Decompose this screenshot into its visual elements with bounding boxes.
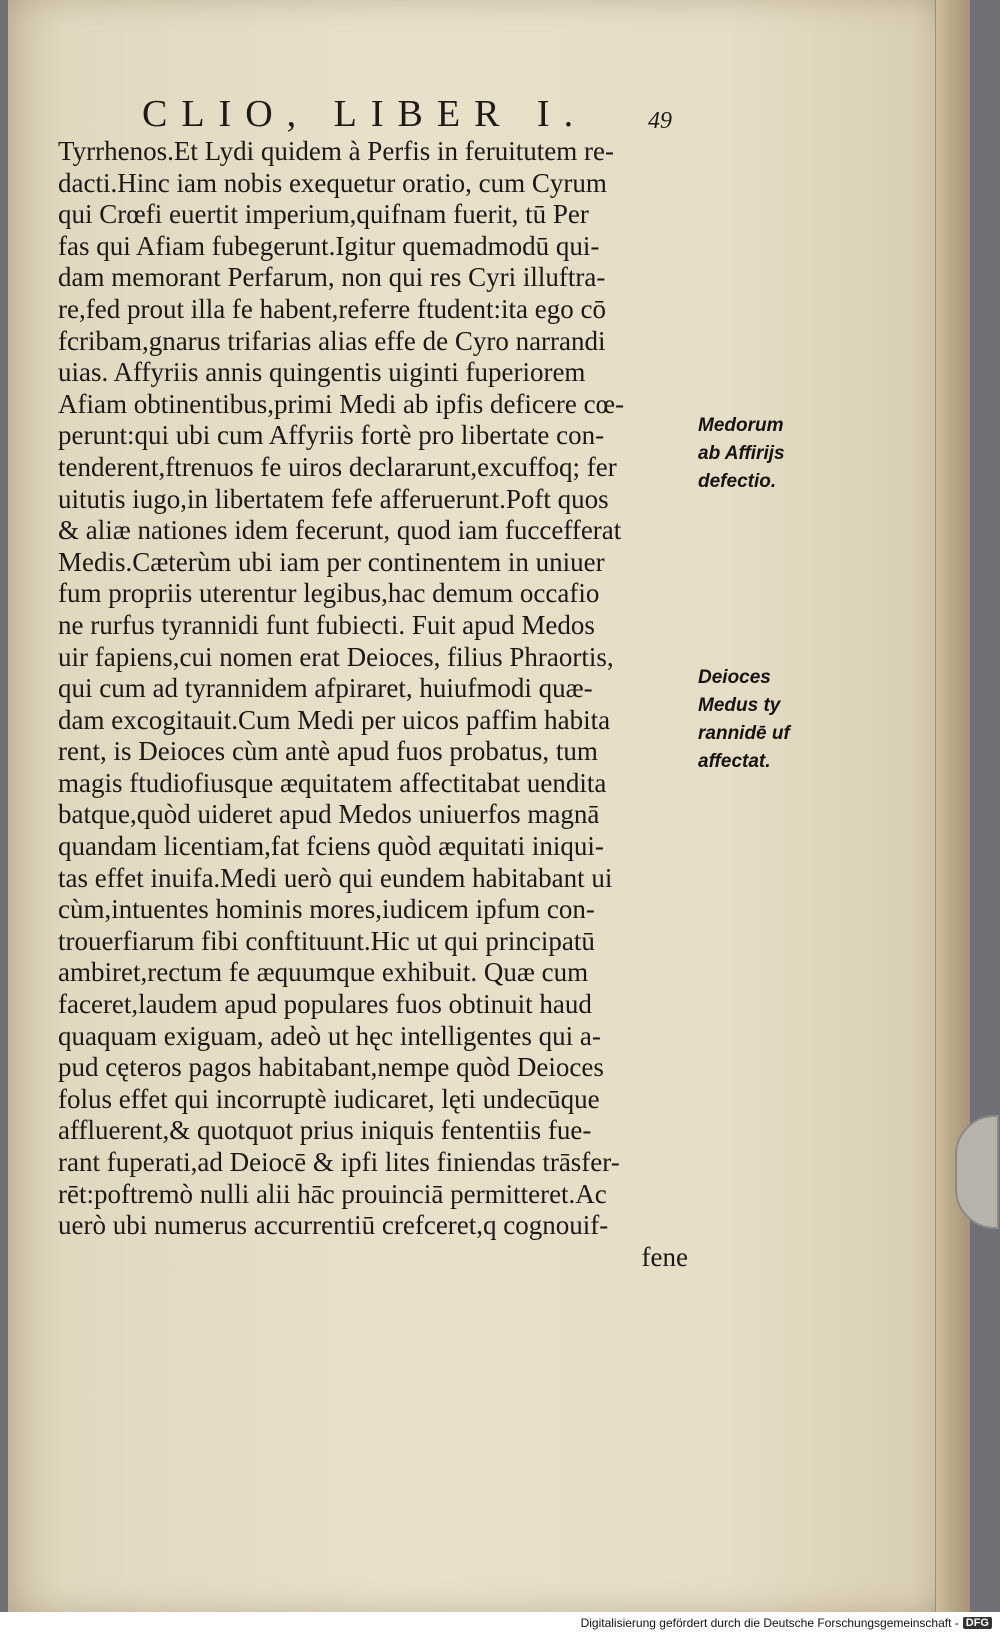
text-line: trouerfiarum fibi conftituunt.Hic ut qui principatū	[58, 925, 595, 956]
text-line: dam memorant Perfarum, non qui res Cyri illuftra-	[58, 262, 606, 293]
margin-note-medorum	[698, 412, 818, 496]
text-line: pud cęteros pagos habitabant,nempe quòd Deioces	[58, 1052, 604, 1083]
text-line: Medis.Cæterùm ubi iam per continentem in uniuer	[58, 546, 605, 577]
text-line: qui Crœfi euertit imperium,quifnam fuerit, tū Per	[58, 199, 589, 230]
text-line: rent, is Deioces cùm antè apud fuos probatus, tum	[58, 736, 598, 767]
text-line: qui cum ad tyrannidem afpiraret, huiufmodi quæ-	[58, 673, 593, 704]
text-line: Tyrrhenos.Et Lydi quidem à Perfis in feruitutem re-	[58, 136, 614, 166]
text-line: magis ftudiofiusque æquitatem affectitabat uendita	[58, 767, 607, 798]
text-line: uir fapiens,cui nomen erat Deioces, filius Phraortis,	[58, 641, 614, 672]
text-line: faceret,laudem apud populares fuos obtinuit haud	[58, 989, 592, 1020]
book-page	[8, 0, 970, 1612]
margin-note-line: Medus ty	[698, 695, 781, 716]
margin-note-line: Medorum	[698, 415, 784, 436]
text-line: folus effet qui incorruptè iudicaret, lęti undecūque	[58, 1083, 600, 1114]
text-line: affluerent,& quotquot prius iniquis fententiis fue-	[58, 1115, 592, 1146]
text-line: dacti.Hinc iam nobis exequetur oratio, cum Cyrum	[58, 167, 607, 198]
margin-note-line: defectio.	[698, 471, 777, 492]
footer-credit: Digitalisierung gefördert durch die Deutsche Forschungsgemeinschaft -	[580, 1615, 959, 1630]
text-line: ne rurfus tyrannidi funt fubiecti. Fuit apud Medos	[58, 609, 595, 640]
text-line: re,fed prout illa fe habent,referre ftudent:ita ego cō	[58, 293, 606, 324]
text-line: perunt:qui ubi cum Affyriis fortè pro libertate con-	[58, 420, 605, 451]
text-line: tenderent,ftrenuos fe uiros declararunt,excuffoq; fer	[58, 451, 617, 482]
margin-note-line: ab Affirijs	[698, 443, 785, 464]
text-line: rēt:poftremò nulli alii hāc prouinciā permitteret.Ac	[58, 1178, 607, 1209]
text-line: fas qui Afiam fubegerunt.Igitur quemadmodū qui-	[58, 230, 600, 261]
text-line: Afiam obtinentibus,primi Medi ab ipfis deficere cœ-	[58, 388, 625, 419]
text-line: cùm,intuentes hominis mores,iudicem ipfum con-	[58, 894, 595, 925]
text-line: & aliæ nationes idem fecerunt, quod iam fuccefferat	[58, 515, 622, 546]
text-line: uitutis iugo,in libertatem fefe afferuerunt.Poft quos	[58, 483, 609, 514]
text-line: quaquam exiguam, adeò ut hęc intelligentes qui a-	[58, 1020, 601, 1051]
text-line: quandam licentiam,fat fciens quòd æquitati iniqui-	[58, 831, 604, 862]
text-line: fum propriis uterentur legibus,hac demum occafio	[58, 578, 600, 609]
text-line: uias. Affyriis annis quingentis uiginti fuperiorem	[58, 357, 586, 388]
margin-note-line: rannidē uf	[698, 723, 790, 744]
text-line: tas effet inuifa.Medi uerò qui eundem habitabant ui	[58, 862, 613, 893]
body-text	[58, 136, 708, 1273]
folio-number: 49	[648, 108, 672, 134]
book-clip-tab	[955, 1115, 999, 1229]
text-line: batque,quòd uideret apud Medos uniuerfos magnā	[58, 799, 600, 830]
text-line: rant fuperati,ad Deiocē & ipfi lites finiendas trāsfer-	[58, 1147, 620, 1177]
dfg-logo: DFG	[963, 1617, 992, 1629]
text-line: fcribam,gnarus trifarias alias effe de Cyro narrandi	[58, 325, 606, 356]
running-head	[142, 92, 682, 136]
catchword: fene	[641, 1241, 688, 1272]
margin-note-line: Deioces	[698, 667, 771, 688]
text-line: dam excogitauit.Cum Medi per uicos paffim habita	[58, 704, 611, 735]
text-line: uerò ubi numerus accurrentiū crefceret,q cognouif-	[58, 1210, 609, 1241]
text-line: ambiret,rectum fe æquumque exhibuit. Quæ cum	[58, 957, 589, 988]
page-edge	[935, 0, 970, 1612]
digitization-footer	[0, 1612, 1000, 1633]
margin-note-deioces	[698, 664, 818, 776]
running-title: CLIO, LIBER I.	[142, 93, 588, 135]
margin-note-line: affectat.	[698, 751, 771, 772]
